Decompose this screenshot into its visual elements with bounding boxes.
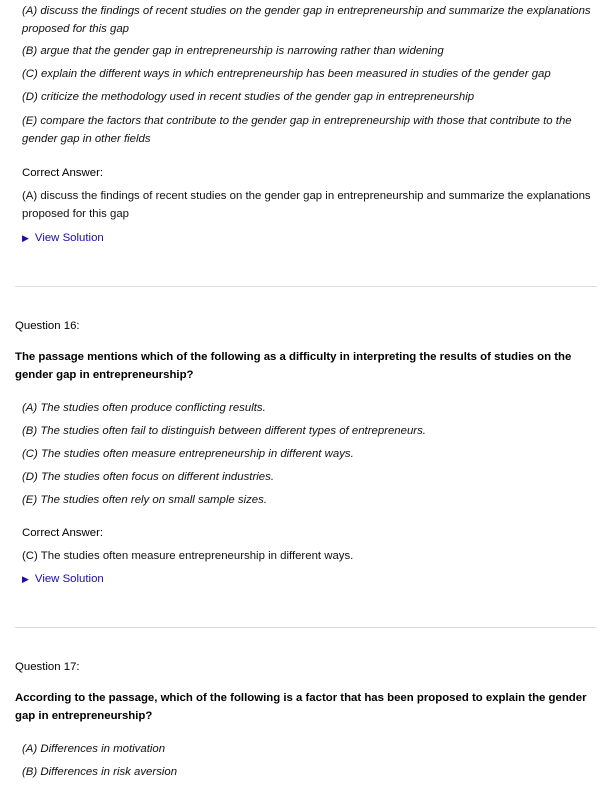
q17-option-b: (B) Differences in risk aversion <box>22 766 178 778</box>
q15-view-solution-link[interactable] <box>22 229 104 247</box>
q17-number: Question 17: <box>15 661 80 673</box>
section-divider <box>15 286 597 287</box>
q16-number: Question 16: <box>15 320 80 332</box>
q16-option-c: (C) The studies often measure entrepreneurship in different ways. <box>22 448 354 460</box>
q16-view-solution-label: View Solution <box>34 573 104 585</box>
q15-correct-answer-label: Correct Answer: <box>22 167 104 179</box>
q16-correct-answer-label: Correct Answer: <box>22 527 104 539</box>
q15-view-solution-label: View Solution <box>34 232 104 244</box>
q17-option-a: (A) Differences in motivation <box>22 743 166 755</box>
q16-stem: The passage mentions which of the following as a difficulty in interpreting the results of studies on the gender gap in entrepreneurship? <box>15 351 572 381</box>
section-divider <box>15 627 597 628</box>
triangle-right-icon: ▶ <box>22 574 29 584</box>
q15-option-d: (D) criticize the methodology used in recent studies of the gender gap in entrepreneurship <box>22 91 475 103</box>
q17-stem: According to the passage, which of the following is a factor that has been proposed to explain the gender gap in entrepreneurship? <box>15 692 587 722</box>
q15-correct-answer: (A) discuss the findings of recent studies on the gender gap in entrepreneurship and summarize the explanations proposed for this gap <box>22 190 591 220</box>
q15-option-e: (E) compare the factors that contribute to the gender gap in entrepreneurship with those that contribute to the gender gap in other fields <box>22 115 572 145</box>
q16-correct-answer: (C) The studies often measure entrepreneurship in different ways. <box>22 550 354 562</box>
q16-option-e: (E) The studies often rely on small sample sizes. <box>22 494 267 506</box>
q16-option-d: (D) The studies often focus on different industries. <box>22 471 274 483</box>
q15-option-a: (A) discuss the findings of recent studies on the gender gap in entrepreneurship and summarize the explanations proposed for this gap <box>22 5 591 35</box>
q15-option-b: (B) argue that the gender gap in entrepreneurship is narrowing rather than widening <box>22 45 444 57</box>
q16-option-a: (A) The studies often produce conflicting results. <box>22 402 266 414</box>
q16-view-solution-link[interactable] <box>22 570 104 588</box>
triangle-right-icon: ▶ <box>22 233 29 243</box>
q16-option-b: (B) The studies often fail to distinguish between different types of entrepreneurs. <box>22 425 426 437</box>
q15-option-c: (C) explain the different ways in which entrepreneurship has been measured in studies of the gender gap <box>22 68 551 80</box>
